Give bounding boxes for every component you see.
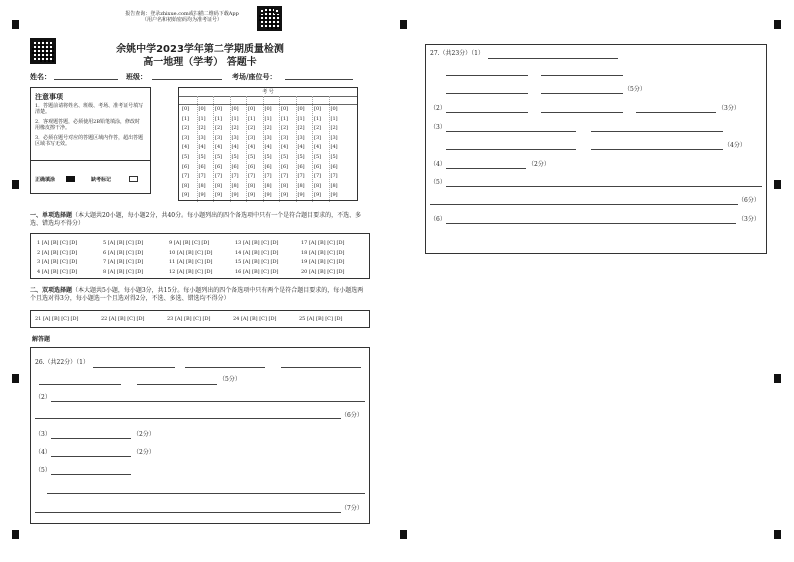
notice-box	[30, 87, 151, 194]
exam-digit-bubble[interactable]: [3]	[264, 134, 272, 141]
q27-blank[interactable]	[636, 112, 716, 113]
q27-blank[interactable]	[541, 93, 623, 94]
mc-question-options[interactable]: 4 [A] [B] [C] [D]	[37, 268, 78, 275]
q26-blank[interactable]	[47, 493, 365, 494]
q27-header: 27.（共23分）（1）	[430, 50, 484, 57]
q27-blank[interactable]	[591, 131, 723, 132]
exam-digit-bubble[interactable]: [4]	[281, 144, 289, 151]
q26-header: 26.（共22分）（1）	[35, 359, 89, 366]
exam-number-column	[214, 96, 231, 202]
room-field[interactable]	[285, 79, 353, 80]
exam-digit-bubble[interactable]: [5]	[330, 154, 338, 160]
exam-digit-bubble[interactable]: [6]	[198, 163, 206, 170]
mc-question-options[interactable]: 9 [A] [B] [C] [D]	[169, 240, 210, 246]
q26-part3-score: （2分）	[133, 431, 155, 438]
registration-mark	[774, 374, 781, 383]
notice-item: 1．答题前请将姓名、班级、考场、准考证号填写清楚。	[35, 103, 144, 116]
q27-blank[interactable]	[591, 149, 723, 150]
registration-mark	[400, 20, 407, 29]
q27-part1-score: （5分）	[624, 86, 646, 93]
exam-digit-bubble[interactable]: [2]	[281, 125, 289, 132]
mc-question-options[interactable]: 5 [A] [B] [C] [D]	[103, 240, 144, 246]
mc-question-options[interactable]: 7 [A] [B] [C] [D]	[103, 259, 144, 265]
class-field[interactable]	[152, 79, 222, 80]
mc-question-options[interactable]: 19 [A] [B] [C] [D]	[301, 259, 345, 265]
exam-number-column	[247, 96, 264, 202]
exam-digit-bubble[interactable]: [2]	[182, 125, 190, 132]
exam-digit-bubble[interactable]: [1]	[330, 115, 338, 122]
student-qr-code	[30, 38, 56, 64]
mc-question-options[interactable]: 15 [A] [B] [C] [D]	[235, 259, 279, 265]
q26-blank[interactable]	[51, 438, 131, 439]
exam-digit-bubble[interactable]: [4]	[198, 144, 206, 151]
missing-mark-box[interactable]	[129, 176, 138, 182]
registration-mark	[12, 530, 19, 539]
exam-digit-bubble[interactable]: [5]	[281, 154, 289, 160]
registration-mark	[12, 180, 19, 189]
mc-question-options[interactable]: 8 [A] [B] [C] [D]	[103, 268, 144, 275]
exam-digit-bubble[interactable]: [7]	[231, 173, 239, 180]
exam-digit-bubble[interactable]: [5]	[314, 154, 322, 160]
exam-number-column	[297, 96, 314, 202]
exam-digit-bubble[interactable]: [7]	[281, 173, 289, 180]
exam-digit-bubble[interactable]: [6]	[281, 163, 289, 170]
q26-blank[interactable]	[281, 367, 361, 368]
q27-part6-label: （6）	[430, 216, 446, 223]
q27-blank[interactable]	[446, 149, 576, 150]
exam-digit-bubble[interactable]: [9]	[281, 192, 289, 199]
q26-blank[interactable]	[93, 367, 175, 368]
q27-blank[interactable]	[446, 131, 576, 132]
exam-digit-bubble[interactable]: [4]	[330, 144, 338, 151]
mc-question-options[interactable]: 1 [A] [B] [C] [D]	[37, 240, 78, 246]
mc-question-options[interactable]: 13 [A] [B] [C] [D]	[235, 240, 279, 246]
exam-digit-bubble[interactable]: [7]	[248, 173, 256, 180]
exam-digit-bubble[interactable]: [3]	[231, 134, 239, 141]
exam-digit-bubble[interactable]: [2]	[297, 125, 305, 132]
q27-part4-score: （2分）	[528, 161, 550, 168]
exam-digit-bubble[interactable]: [3]	[248, 134, 256, 141]
exam-digit-bubble[interactable]: [1]	[297, 115, 305, 122]
exam-digit-bubble[interactable]: [8]	[215, 182, 223, 189]
app-qr-code	[257, 6, 282, 31]
exam-digit-bubble[interactable]: [7]	[215, 173, 223, 180]
exam-digit-bubble[interactable]: [5]	[231, 154, 239, 160]
q26-blank[interactable]	[51, 474, 131, 475]
mc-question-options[interactable]: 20 [A] [B] [C] [D]	[301, 268, 345, 275]
exam-digit-bubble[interactable]: [1]	[248, 115, 256, 122]
mc-question-options[interactable]: 11 [A] [B] [C] [D]	[169, 259, 213, 265]
exam-digit-bubble[interactable]: [9]	[182, 192, 190, 199]
exam-digit-bubble[interactable]: [7]	[264, 173, 272, 180]
q27-blank[interactable]	[430, 204, 738, 205]
mc-question-options[interactable]: 25 [A] [B] [C] [D]	[299, 316, 343, 322]
exam-digit-bubble[interactable]: [0]	[330, 106, 338, 112]
exam-digit-bubble[interactable]: [0]	[215, 106, 223, 112]
exam-digit-bubble[interactable]: [2]	[231, 125, 239, 132]
exam-digit-bubble[interactable]: [3]	[281, 134, 289, 141]
exam-digit-bubble[interactable]: [6]	[182, 163, 190, 170]
missing-mark-label: 缺考标记	[91, 177, 112, 183]
exam-digit-bubble[interactable]: [0]	[198, 106, 206, 112]
mc-question-options[interactable]: 16 [A] [B] [C] [D]	[235, 268, 279, 275]
exam-number-column	[231, 96, 248, 202]
q27-blank[interactable]	[446, 93, 528, 94]
exam-digit-bubble[interactable]: [3]	[215, 134, 223, 141]
school-title: 余姚中学2023学年第二学期质量检测	[116, 44, 284, 55]
exam-number-column	[330, 96, 347, 202]
registration-mark	[12, 20, 19, 29]
q27-answer-box	[425, 44, 767, 254]
section2-heading: 二、双项选择题（本大题共5小题，每小题3分，共15分。每小题列出的四个备选项中只有两个是符合题目要求的，每小题选两个且选对得3分，每小题选一个且选对得2分，不选、多选、错选均不得分）	[30, 287, 364, 302]
exam-digit-bubble[interactable]: [4]	[215, 144, 223, 151]
exam-digit-bubble[interactable]: [9]	[314, 192, 322, 199]
exam-digit-bubble[interactable]: [3]	[314, 134, 322, 141]
exam-digit-bubble[interactable]: [0]	[248, 106, 256, 112]
exam-digit-bubble[interactable]: [1]	[314, 115, 322, 122]
q27-blank[interactable]	[446, 223, 736, 224]
exam-digit-bubble[interactable]: [8]	[198, 182, 206, 189]
q26-part1-score: （5分）	[219, 376, 241, 383]
exam-digit-bubble[interactable]: [1]	[198, 115, 206, 122]
exam-digit-bubble[interactable]: [8]	[231, 182, 239, 189]
mc-question-options[interactable]: 6 [A] [B] [C] [D]	[103, 249, 144, 256]
exam-number-grid	[178, 87, 358, 201]
q27-part6-score: （3分）	[738, 216, 760, 223]
exam-digit-bubble[interactable]: [7]	[297, 173, 305, 180]
mc-question-options[interactable]: 23 [A] [B] [C] [D]	[167, 316, 211, 322]
q27-part3-score: （4分）	[724, 142, 746, 149]
exam-number-column	[198, 96, 215, 202]
q26-blank[interactable]	[51, 401, 365, 402]
exam-digit-bubble[interactable]: [8]	[281, 182, 289, 189]
mc-question-options[interactable]: 17 [A] [B] [C] [D]	[301, 240, 345, 246]
exam-digit-bubble[interactable]: [7]	[198, 173, 206, 180]
mc-question-options[interactable]: 14 [A] [B] [C] [D]	[235, 249, 279, 256]
q26-part5-score: （7分）	[341, 505, 363, 512]
exam-digit-bubble[interactable]: [4]	[264, 144, 272, 151]
exam-digit-bubble[interactable]: [2]	[198, 125, 206, 132]
exam-digit-bubble[interactable]: [5]	[215, 154, 223, 160]
exam-digit-bubble[interactable]: [4]	[231, 144, 239, 151]
q27-blank[interactable]	[446, 112, 528, 113]
exam-digit-bubble[interactable]: [8]	[182, 182, 190, 189]
exam-digit-bubble[interactable]: [3]	[182, 134, 190, 141]
exam-digit-bubble[interactable]: [0]	[264, 106, 272, 112]
q27-blank[interactable]	[446, 168, 526, 169]
registration-mark	[12, 374, 19, 383]
q26-part3-label: （3）	[35, 431, 51, 438]
section2-answer-box	[30, 310, 370, 328]
q26-blank[interactable]	[35, 512, 341, 513]
exam-digit-bubble[interactable]: [7]	[314, 173, 322, 180]
mc-question-options[interactable]: 2 [A] [B] [C] [D]	[37, 249, 78, 256]
mc-question-options[interactable]: 12 [A] [B] [C] [D]	[169, 268, 213, 275]
exam-digit-bubble[interactable]: [6]	[297, 163, 305, 170]
card-subtitle: 高一地理（学考） 答题卡	[143, 57, 257, 68]
exam-digit-bubble[interactable]: [5]	[297, 154, 305, 160]
name-field[interactable]	[54, 79, 118, 80]
exam-digit-bubble[interactable]: [0]	[314, 106, 322, 112]
section3-heading: 解答题	[32, 336, 51, 343]
q26-answer-box	[30, 347, 370, 524]
mc-question-options[interactable]: 22 [A] [B] [C] [D]	[101, 316, 145, 322]
exam-digit-bubble[interactable]: [8]	[330, 182, 338, 189]
exam-digit-bubble[interactable]: [9]	[215, 192, 223, 199]
exam-digit-bubble[interactable]: [6]	[264, 163, 272, 170]
exam-digit-bubble[interactable]: [4]	[297, 144, 305, 151]
q26-blank[interactable]	[35, 418, 341, 419]
exam-digit-bubble[interactable]: [2]	[215, 125, 223, 132]
exam-digit-bubble[interactable]: [2]	[248, 125, 256, 132]
exam-digit-bubble[interactable]: [5]	[248, 154, 256, 160]
q27-blank[interactable]	[541, 112, 623, 113]
exam-digit-bubble[interactable]: [4]	[314, 144, 322, 151]
exam-digit-bubble[interactable]: [7]	[330, 173, 338, 180]
registration-mark	[400, 530, 407, 539]
exam-digit-bubble[interactable]: [8]	[248, 182, 256, 189]
exam-digit-bubble[interactable]: [9]	[330, 192, 338, 199]
correct-fill-label: 正确填涂	[35, 177, 56, 183]
exam-digit-bubble[interactable]: [2]	[314, 125, 322, 132]
q26-part4-score: （2分）	[133, 449, 155, 456]
exam-number-column	[313, 96, 330, 202]
exam-digit-bubble[interactable]: [1]	[215, 115, 223, 122]
exam-number-label: 考 号	[262, 89, 274, 95]
exam-digit-bubble[interactable]: [9]	[231, 192, 239, 199]
exam-digit-bubble[interactable]: [9]	[198, 192, 206, 199]
q26-part2-label: （2）	[35, 394, 51, 401]
exam-digit-bubble[interactable]: [6]	[215, 163, 223, 170]
registration-mark	[774, 20, 781, 29]
exam-digit-bubble[interactable]: [9]	[297, 192, 305, 199]
q26-blank[interactable]	[137, 384, 217, 385]
room-label: 考场/座位号：	[232, 72, 277, 81]
exam-digit-bubble[interactable]: [5]	[264, 154, 272, 160]
q27-part5-label: （5）	[430, 179, 446, 186]
exam-digit-bubble[interactable]: [3]	[297, 134, 305, 141]
exam-digit-bubble[interactable]: [4]	[248, 144, 256, 151]
class-label: 班级：	[126, 72, 147, 81]
exam-digit-bubble[interactable]: [7]	[182, 173, 190, 180]
exam-digit-bubble[interactable]: [8]	[314, 182, 322, 189]
q27-part3-label: （3）	[430, 124, 446, 131]
exam-digit-bubble[interactable]: [9]	[248, 192, 256, 199]
report-note: 报告查询：登录zhixue.com或扫描二维码下载App （用户名和初始密码均为准考证号）	[125, 11, 239, 24]
mc-question-options[interactable]: 18 [A] [B] [C] [D]	[301, 249, 345, 256]
exam-digit-bubble[interactable]: [0]	[231, 106, 239, 112]
mc-question-options[interactable]: 21 [A] [B] [C] [D]	[35, 316, 79, 322]
exam-number-column	[264, 96, 281, 202]
exam-digit-bubble[interactable]: [5]	[182, 154, 190, 160]
q27-blank[interactable]	[446, 75, 528, 76]
exam-digit-bubble[interactable]: [8]	[297, 182, 305, 189]
exam-digit-bubble[interactable]: [1]	[231, 115, 239, 122]
notice-item: 2．客观题答题，必须使用2B铅笔填涂，修改时用橡皮擦干净。	[35, 119, 141, 132]
mc-question-options[interactable]: 10 [A] [B] [C] [D]	[169, 249, 213, 256]
q26-part4-label: （4）	[35, 449, 51, 456]
exam-digit-bubble[interactable]: [2]	[330, 125, 338, 132]
q26-part2-score: （6分）	[341, 412, 363, 419]
exam-number-column	[181, 96, 198, 202]
q27-blank[interactable]	[541, 75, 623, 76]
q26-blank[interactable]	[39, 384, 121, 385]
q27-blank[interactable]	[446, 186, 762, 187]
exam-digit-bubble[interactable]: [3]	[330, 134, 338, 141]
exam-digit-bubble[interactable]: [1]	[281, 115, 289, 122]
exam-digit-bubble[interactable]: [0]	[182, 106, 190, 112]
correct-fill-sample	[66, 176, 75, 182]
section1-heading: 一、单项选择题（本大题共20小题，每小题2分，共40分。每小题列出的四个备选项中只有一个是符合题目要求的，不选、多选、错选均不得分）	[30, 212, 362, 227]
exam-digit-bubble[interactable]: [9]	[264, 192, 272, 199]
exam-digit-bubble[interactable]: [1]	[264, 115, 272, 122]
notice-title: 注意事项	[35, 92, 63, 101]
exam-digit-bubble[interactable]: [4]	[182, 144, 190, 151]
exam-digit-bubble[interactable]: [0]	[297, 106, 305, 112]
name-label: 姓名：	[30, 72, 51, 81]
q27-part2-label: （2）	[430, 105, 446, 112]
exam-digit-bubble[interactable]: [2]	[264, 125, 272, 132]
exam-digit-bubble[interactable]: [3]	[198, 134, 206, 141]
exam-digit-bubble[interactable]: [6]	[231, 163, 239, 170]
exam-digit-bubble[interactable]: [6]	[330, 163, 338, 170]
mc-question-options[interactable]: 24 [A] [B] [C] [D]	[233, 316, 277, 322]
registration-mark	[774, 180, 781, 189]
q26-blank[interactable]	[185, 367, 265, 368]
registration-mark	[774, 530, 781, 539]
q27-part4-label: （4）	[430, 161, 446, 168]
q27-blank[interactable]	[488, 58, 618, 59]
exam-digit-bubble[interactable]: [1]	[182, 115, 190, 122]
exam-digit-bubble[interactable]: [6]	[248, 163, 256, 170]
q27-part2-score: （3分）	[718, 105, 740, 112]
exam-digit-bubble[interactable]: [8]	[264, 182, 272, 189]
section1-answer-box	[30, 233, 370, 279]
q27-part5-score: （6分）	[738, 197, 760, 204]
exam-digit-bubble[interactable]: [5]	[198, 154, 206, 160]
exam-digit-bubble[interactable]: [0]	[281, 106, 289, 112]
exam-number-column	[280, 96, 297, 202]
exam-digit-bubble[interactable]: [6]	[314, 163, 322, 170]
q26-part5-label: （5）	[35, 467, 51, 474]
q26-blank[interactable]	[51, 456, 131, 457]
mc-question-options[interactable]: 3 [A] [B] [C] [D]	[37, 259, 78, 265]
notice-item: 3．必须在题号对应的答题区域内作答，超出答题区域书写无效。	[35, 135, 144, 148]
